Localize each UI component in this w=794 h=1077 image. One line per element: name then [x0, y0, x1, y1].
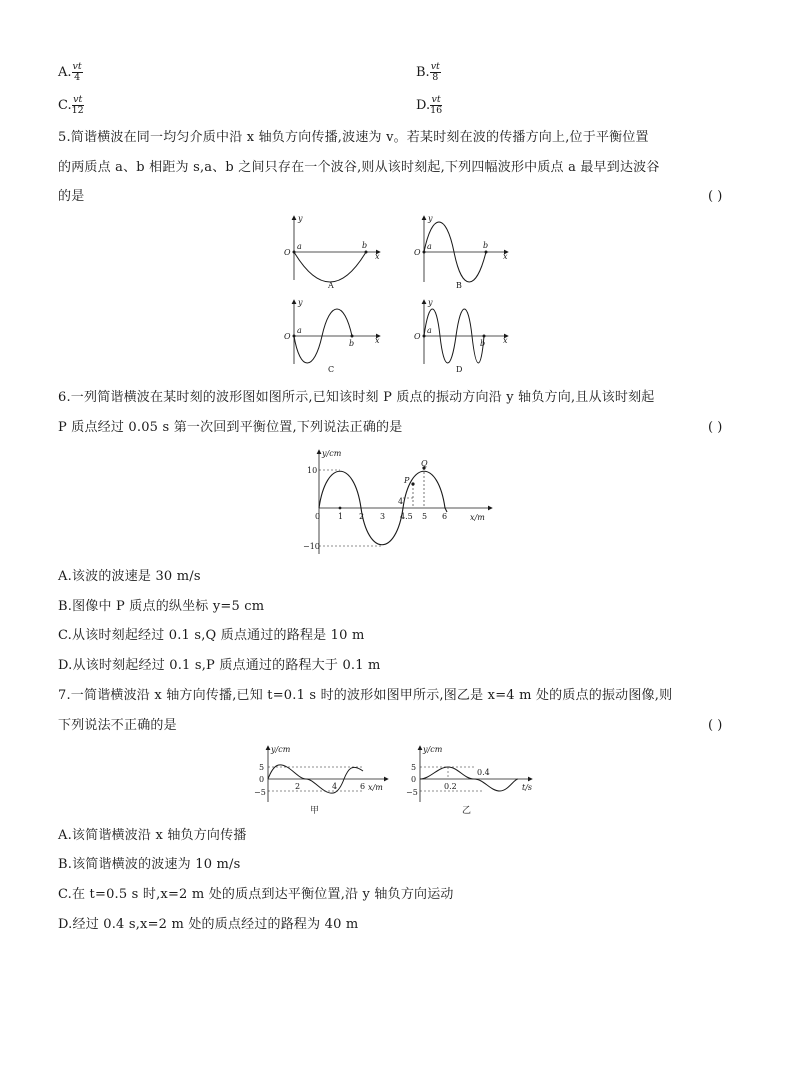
svg-text:5: 5: [422, 512, 428, 521]
q5-graph-b: [414, 214, 508, 290]
q5-waveform-figures: [280, 212, 520, 377]
svg-text:x: x: [375, 336, 380, 345]
svg-text:6: 6: [442, 512, 448, 521]
svg-text:y/cm: y/cm: [271, 745, 291, 754]
svg-text:0: 0: [259, 775, 265, 784]
svg-text:3: 3: [380, 512, 386, 521]
q4-option-b: B. $\frac{vt}{8}$: [416, 61, 440, 83]
svg-text:a: a: [427, 326, 432, 335]
svg-text:x/m: x/m: [470, 513, 485, 522]
svg-text:t/s: t/s: [522, 783, 533, 792]
svg-text:4: 4: [398, 497, 404, 506]
svg-text:x: x: [375, 252, 380, 261]
svg-text:y: y: [298, 214, 303, 223]
q6-wave-figure: [300, 446, 500, 558]
q7-answer-bracket: ( ): [708, 718, 723, 733]
svg-text:b: b: [480, 339, 486, 348]
svg-text:O: O: [284, 332, 291, 341]
svg-text:x: x: [503, 336, 508, 345]
q7-option-b: B.该简谐横波的波速为 10 m/s: [58, 857, 241, 872]
svg-text:4.5: 4.5: [400, 512, 413, 521]
q7-option-c: C.在 t=0.5 s 时,x=2 m 处的质点到达平衡位置,沿 y 轴负方向运动: [58, 887, 454, 902]
svg-text:0: 0: [411, 775, 417, 784]
svg-text:2: 2: [359, 512, 365, 521]
svg-text:2: 2: [295, 782, 301, 791]
q5-graph-a: [284, 214, 380, 290]
q6-point-p: [411, 482, 414, 485]
svg-text:C: C: [328, 365, 335, 374]
q5-answer-bracket: ( ): [708, 189, 723, 204]
q6-option-d: D.从该时刻起经过 0.1 s,P 质点通过的路程大于 0.1 m: [58, 658, 381, 673]
svg-text:5: 5: [259, 763, 265, 772]
q5-text-line2: 的两质点 a、b 相距为 s,a、b 之间只存在一个波谷,则从该时刻起,下列四幅波形中质点 a 最早到达波谷: [58, 160, 660, 175]
svg-text:P: P: [404, 476, 410, 485]
svg-text:b: b: [362, 241, 368, 250]
q7-option-d: D.经过 0.4 s,x=2 m 处的质点经过的路程为 40 m: [58, 917, 359, 932]
q4-option-c: C. $\frac{vt}{12}$: [58, 94, 84, 116]
q6-option-c: C.从该时刻起经过 0.1 s,Q 质点通过的路程是 10 m: [58, 628, 365, 643]
svg-text:O: O: [414, 332, 421, 341]
svg-text:a: a: [297, 326, 302, 335]
q7-figure-jia: [248, 742, 394, 818]
svg-text:x: x: [503, 252, 508, 261]
svg-text:y/cm: y/cm: [322, 449, 342, 458]
q4-option-d: D. $\frac{vt}{16}$: [416, 94, 443, 116]
svg-text:A: A: [328, 281, 334, 290]
q5-graph-c: [284, 298, 380, 374]
svg-text:a: a: [297, 242, 302, 251]
svg-text:−10: −10: [303, 542, 320, 551]
q7-option-a: A.该简谐横波沿 x 轴负方向传播: [58, 828, 247, 843]
svg-text:b: b: [483, 241, 489, 250]
svg-text:y/cm: y/cm: [423, 745, 443, 754]
q7-figure-yi: [404, 742, 544, 818]
q4-option-a: A. $\frac{vt}{4}$: [58, 61, 82, 83]
q6-answer-bracket: ( ): [708, 420, 723, 435]
svg-text:6: 6: [360, 782, 366, 791]
svg-text:5: 5: [411, 763, 417, 772]
svg-text:甲: 甲: [310, 806, 320, 816]
svg-text:y: y: [428, 214, 433, 223]
q7-text-line1: 7.一简谐横波沿 x 轴方向传播,已知 t=0.1 s 时的波形如图甲所示,图乙是 x=4 m 处的质点的振动图像,则: [58, 688, 673, 703]
q6-option-a: A.该波的波速是 30 m/s: [58, 569, 201, 584]
svg-text:0.4: 0.4: [477, 768, 490, 777]
svg-text:y: y: [428, 298, 433, 307]
svg-text:0: 0: [315, 512, 321, 521]
q5-graph-d: [414, 298, 508, 374]
q5-text-line3: 的是: [58, 189, 85, 204]
svg-text:x/m: x/m: [368, 783, 383, 792]
svg-text:4: 4: [332, 782, 338, 791]
svg-text:O: O: [414, 248, 421, 257]
svg-text:1: 1: [338, 512, 344, 521]
svg-text:乙: 乙: [462, 806, 472, 816]
svg-text:D: D: [456, 365, 463, 374]
q7-text-line2: 下列说法不正确的是: [58, 718, 177, 733]
q5-text-line1: 5.简谐横波在同一均匀介质中沿 x 轴负方向传播,波速为 v。若某时刻在波的传播方向上,位于平衡位置: [58, 130, 649, 145]
q6-text-line2: P 质点经过 0.05 s 第一次回到平衡位置,下列说法正确的是: [58, 420, 403, 435]
svg-text:O: O: [284, 248, 291, 257]
q6-text-line1: 6.一列简谐横波在某时刻的波形图如图所示,已知该时刻 P 质点的振动方向沿 y 轴负方向,且从该时刻起: [58, 390, 655, 405]
svg-text:Q: Q: [421, 459, 428, 468]
q6-option-b: B.图像中 P 质点的纵坐标 y=5 cm: [58, 599, 265, 614]
svg-text:−5: −5: [254, 788, 266, 797]
svg-text:B: B: [456, 281, 462, 290]
svg-text:b: b: [349, 339, 355, 348]
svg-text:−5: −5: [406, 788, 418, 797]
svg-text:0.2: 0.2: [444, 782, 457, 791]
svg-text:y: y: [298, 298, 303, 307]
svg-text:a: a: [427, 242, 432, 251]
svg-text:10: 10: [307, 466, 318, 475]
